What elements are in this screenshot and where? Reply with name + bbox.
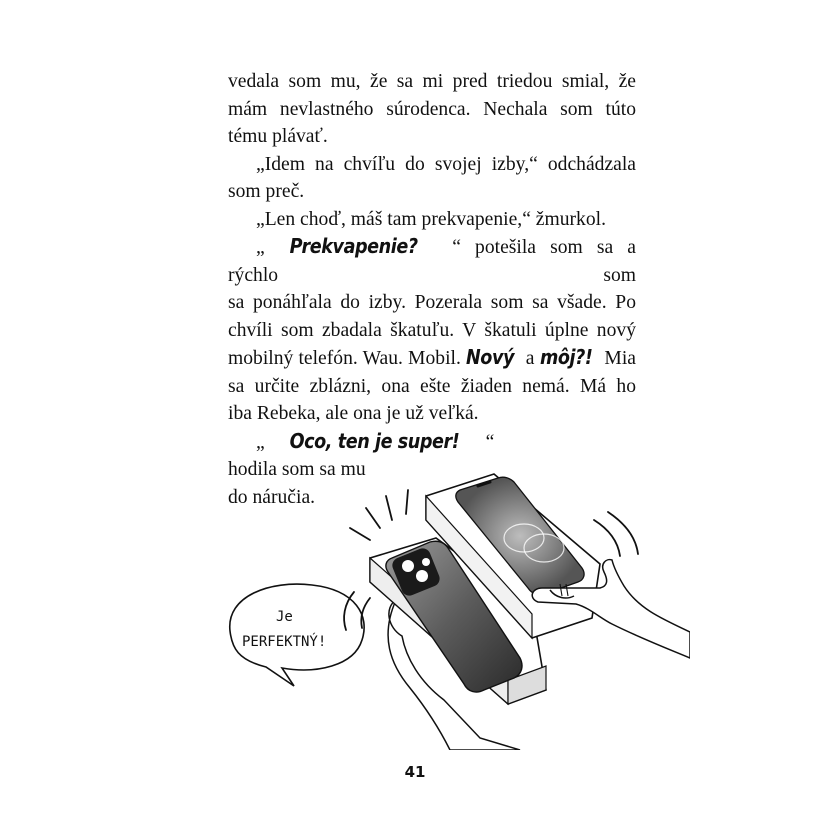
quote-open: „ [256, 237, 265, 258]
quote-close: “ [485, 431, 495, 453]
text-line: sa ponáhľala do izby. Pozerala som sa všade. Po [228, 292, 636, 313]
text-line: do náručia. [228, 486, 316, 508]
text-line [228, 233, 636, 289]
text-line: som preč. [228, 181, 305, 202]
text-span: Mia [599, 348, 636, 369]
text-line: „Len choď, máš tam prekvapenie,“ žmurkol. [256, 208, 606, 230]
phone-box-illustration [220, 468, 690, 750]
text-line: „Idem na chvíľu do svojej izby,“ odchádzala [256, 153, 636, 175]
text-span: mobilný telefón. Wau. Mobil. [228, 348, 467, 369]
text-line: chvíli som zbadala škatuľu. V škatuli úplne nový [228, 319, 636, 341]
text-line: tému plávať. [228, 126, 328, 147]
text-line [228, 344, 636, 373]
emphasis-prekvapenie: Prekvapenie? [289, 234, 418, 258]
emphasis-oco: Oco, ten je super! [289, 428, 460, 453]
text-line: sa určite zblázni, ona ešte žiaden nemá. Má ho [228, 375, 636, 397]
bubble-text-line1: Je [276, 609, 293, 625]
text-span: a [520, 348, 540, 369]
emphasis-moj: môj?! [539, 345, 593, 369]
text-line: hodila som sa mu [228, 459, 366, 480]
body-text [228, 68, 636, 511]
text-span: “ potešila som sa a rýchlo som [228, 237, 636, 286]
page-number: 41 [404, 763, 426, 781]
quote-open: „ [256, 431, 265, 453]
speech-bubble [230, 584, 364, 686]
emphasis-novy: Nový [466, 345, 515, 369]
text-line [228, 428, 636, 457]
text-line: mám nevlastného súrodenca. Nechala som túto [228, 98, 636, 120]
text-line: vedala som mu, že sa mi pred triedou smial, že [228, 71, 636, 92]
text-line: iba Rebeka, ale ona je už veľká. [228, 403, 479, 424]
bubble-text-line2: PERFEKTNÝ! [242, 634, 327, 650]
